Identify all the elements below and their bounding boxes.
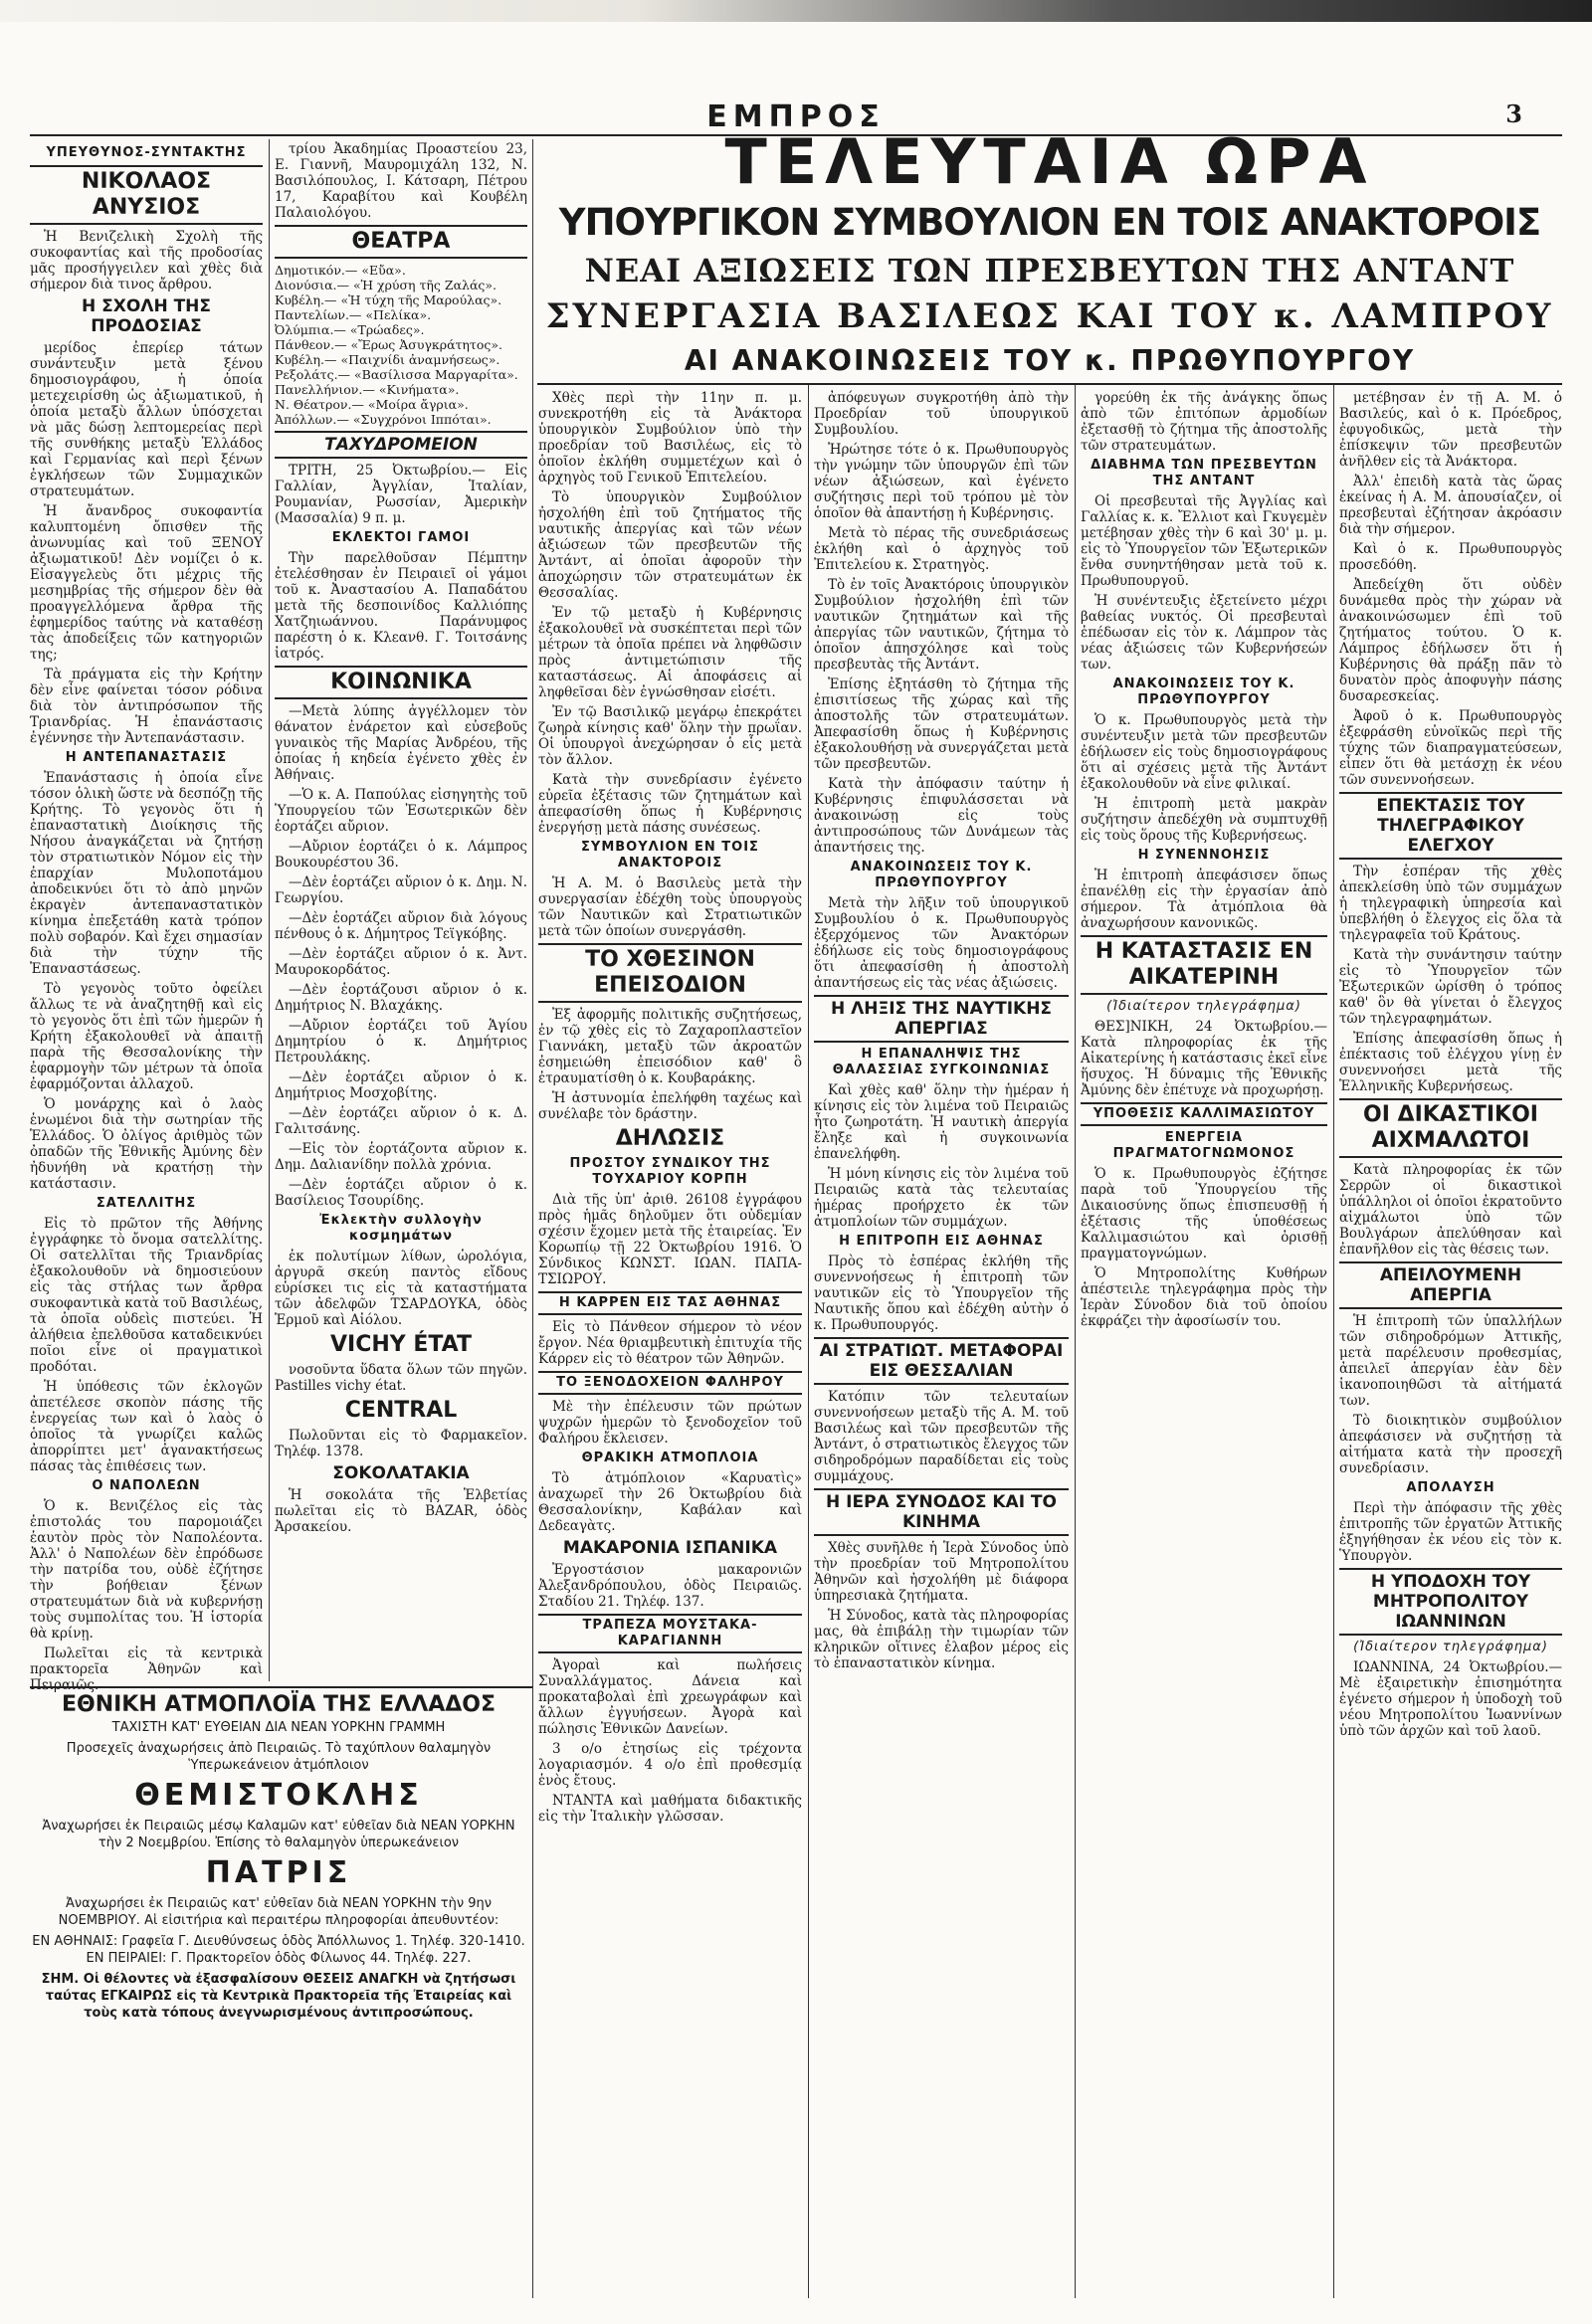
- subheading: ΠΡΟΣΤΟΥ ΣΥΝΔΙΚΟΥ ΤΗΣ ΤΟΥΧΑΡΙΟΥ ΚΟΡΠΗ: [569, 1156, 771, 1187]
- banner-line-5: ΑΙ ΑΝΑΚΟΙΝΩΣΕΙΣ ΤΟΥ κ. ΠΡΩΘΥΠΟΥΡΓΟΥ: [684, 344, 1416, 377]
- ad-heading-macaroni: ΜΑΚΑΡΟΝΙΑ ΙΣΠΑΝΙΚΑ: [562, 1538, 778, 1558]
- banner-line-1: ΤΕΛΕΥΤΑΙΑ ΩΡΑ: [724, 125, 1375, 198]
- list-item: Ἀπόλλων.— «Συγχρόνοι Ιππόται».: [275, 412, 492, 427]
- ad-heading-vichy: VICHY ÉTAT: [329, 1332, 472, 1357]
- subheading: Η ΑΝΤΕΠΑΝΑΣΤΑΣΙΣ: [65, 750, 228, 765]
- column-rule: [269, 139, 270, 1681]
- subheading: ΣΑΤΕΛΛΙΤΗΣ: [96, 1196, 197, 1211]
- headline-hotel: ΤΟ ΞΕΝΟΔΟΧΕΙΟΝ ΦΑΛΗΡΟΥ: [538, 1371, 802, 1395]
- article-paragraph: Καὶ χθὲς καθ' ὅλην τὴν ἡμέραν ἡ κίνησις εἰς τὸν λιμένα τοῦ Πειραιῶς ἦτο ζωηροτάτη. Ἡ ναυτικὴ ἀπεργία ἔληξε καὶ ἡ συγκοινωνία ἐπανελήφθη.: [814, 1082, 1069, 1162]
- article-paragraph: Τὴν ἑσπέραν τῆς χθὲς ἀπεκλείσθη ὑπὸ τῶν συμμάχων ἡ τηλεγραφικὴ ὑπηρεσία καὶ ὑπεβλήθη ὁ ἔλεγχος εἰς ὅλα τὰ τηλεγραφεῖα τοῦ Κράτους.: [1339, 864, 1562, 943]
- column-rule: [1333, 383, 1334, 2298]
- list-item: —Δὲν ἑορτάζει αὔριον ὁ κ. Δ. Γαλιτσάνης.: [275, 1105, 527, 1137]
- article-paragraph: Ἡ ἀστυνομία ἐπελήφθη ταχέως καὶ συνέλαβε τὸν δράστην.: [538, 1090, 802, 1122]
- article-paragraph: Πωλεῖται εἰς τὰ κεντρικὰ πρακτορεῖα Ἀθηνῶν καὶ Πειραιῶς.: [30, 1646, 263, 1693]
- article-paragraph: μετέβησαν ἐν τῇ Α. Μ. ὁ Βασιλεύς, καὶ ὁ κ. Πρόεδρος, ἐφυγοδικῶς, μετὰ τὴν ἐπίσκεψιν τῶν πρεσβευτῶν ἀνῆλθεν εἰς τὰ Ἀνάκτορα.: [1339, 390, 1562, 470]
- article-paragraph: Ἡ ὑπόθεσις τῶν ἐκλογῶν ἀπετέλεσε σκοπὸν πάσης τῆς ἐνεργείας των καὶ ὁ λαὸς ὁ ὁποῖος τὰ γνωρίζει καλῶς ἀπορρίπτει μετ' ἀγανακτήσεως πάσας τὰς ἐπιθέσεις των.: [30, 1379, 263, 1474]
- column-5: [1081, 390, 1327, 2295]
- article-paragraph: Ἐπανάστασις ἡ ὁποία εἶνε τόσον ὁλικὴ ὥστε νὰ δεσπόζῃ τῆς Κρήτης. Τὸ γεγονὸς ὅτι ἡ ἐπαναστατικὴ Διοίκησις τῆς Νήσου ἀναγκάζεται νὰ ζητήσῃ τὸν στρατιωτικὸν Νόμον εἰς τὴν ἐπαρχίαν Μυλοποτάμου ἀποδεικνύει ὅτι τὸ ἀπὸ μηνῶν ἐκραγὲν ἀντεπαναστατικὸν κίνημα ἐπεξετάθη κατὰ τρόπον πολὺ σοβαρόν. Καὶ ἔχει σημασίαν διὰ τὴν τύχην τῆς Ἐπαναστάσεως.: [30, 770, 263, 977]
- article-paragraph: Τὰ πράγματα εἰς τὴν Κρήτην δὲν εἶνε φαίνεται τόσον ρόδινα διὰ τὸν ἀντιπρόσωπον τῆς Τριανδρίας. Ἡ ἐπανάστασις ἐγέννησε τὴν Ἀντεπανάστασιν.: [30, 667, 263, 746]
- article-paragraph: Ὁ Μητροπολίτης Κυθήρων ἀπέστειλε τηλεγράφημα πρὸς τὴν Ἱερὰν Σύνοδον διὰ τοῦ ὁποίου ἐκφράζει τὴν ἀφοσίωσίν του.: [1081, 1265, 1327, 1329]
- article-paragraph: Καὶ ὁ κ. Πρωθυπουργὸς προσεδόθη.: [1339, 541, 1562, 573]
- article-paragraph: Τὸ ἀτμόπλοιον «Καρυατὶς» ἀναχωρεῖ τὴν 26 Ὀκτωβρίου διὰ Θεσσαλονίκην, Καβάλαν καὶ Δεδεαγὰτς.: [538, 1470, 802, 1534]
- list-item: —Δὲν ἑορτάζει αὔριον ὁ κ. Δημήτριος Μοσχοβίτης.: [275, 1069, 527, 1101]
- article-paragraph: Ἡ Σύνοδος, κατὰ τὰς πληροφορίας μας, θὰ ἐπιβάλῃ τὴν τιμωρίαν τῶν κληρικῶν οἵτινες ἐλαβον μέρος εἰς τὸ ἐπαναστατικὸν κίνημα.: [814, 1608, 1069, 1671]
- ad-heading-central: CENTRAL: [344, 1398, 458, 1423]
- headline-incident: ΤΟ ΧΘΕΣΙΝΟΝ ΕΠΕΙΣΟΔΙΟΝ: [538, 943, 802, 1003]
- subheading: ΔΙΑΒΗΜΑ ΤΩΝ ΠΡΕΣΒΕΥΤΩΝ ΤΗΣ ΑΝΤΑΝΤ: [1091, 458, 1317, 488]
- column-rule: [532, 139, 533, 2298]
- list-item: Δημοτικόν.— «Εὔα».: [275, 263, 406, 278]
- subheading: Η ΣΥΝΕΝΝΟΗΣΙΣ: [1137, 848, 1271, 863]
- ad-text: Ἀναχωρήσει ἐκ Πειραιῶς μέσῳ Καλαμῶν κατ' εὐθεῖαν διὰ ΝΕΑΝ ΥΟΡΚΗΝ τὴν 2 Νοεμβρίου. Ἐπίσης τὸ θαλαμηγὸν ὑπερωκεάνειον: [42, 1819, 515, 1850]
- ad-text: Ἡ σοκολάτα τῆς Ἑλβετίας πωλεῖται εἰς τὸ BAZAR, ὁδὸς Ἀρσακείου.: [275, 1487, 527, 1535]
- subheading: ΣΥΜΒΟΥΛΙΟΝ ΕΝ ΤΟΙΣ ΑΝΑΚΤΟΡΟΙΣ: [581, 840, 759, 871]
- list-item: Κυβέλη.— «Παιχνίδι ἀναμνήσεως».: [275, 352, 500, 367]
- article-paragraph: Διὰ τῆς ὑπ' ἀριθ. 26108 ἐγγράφου πρὸς ἡμᾶς δηλοῦμεν ὅτι οὐδεμίαν σχέσιν ἔχομεν μετὰ τῆς ἐταιρείας. Ἐν Κορωπίῳ τῇ 22 Ὀκτωβρίου 1916. Ὁ Σύνδικος ΚΩΝΣΤ. ΙΩΑΝ. ΠΑΠΑ-ΤΣΙΩΡΟΥ.: [538, 1192, 802, 1287]
- article-paragraph: Εἰς τὸ Πάνθεον σήμερον τὸ νέον ἔργον. Νέα θριαμβευτικὴ ἐπιτυχία τῆς Κάρρεν εἰς τὸ θέατρον τῶν Ἀθηνῶν.: [538, 1319, 802, 1367]
- subheading: ΑΠΟΛΑΥΣΗ: [1406, 1480, 1495, 1495]
- editor-label: ΥΠΕΥΘΥΝΟΣ-ΣΥΝΤΑΚΤΗΣ: [46, 145, 247, 160]
- list-item: —Δὲν ἑορτάζει αὔριον ὁ κ. Ἀντ. Μαυροκορδάτος.: [275, 946, 527, 978]
- section-heading-weddings: ΕΚΛΕΚΤΟΙ ΓΑΜΟΙ: [331, 530, 471, 545]
- subheading: Ο ΝΑΠΟΛΕΩΝ: [92, 1478, 201, 1493]
- article-paragraph: Ἐπίσης ἐξητάσθη τὸ ζήτημα τῆς ἐπισιτίσεως τῆς χώρας καὶ τῆς ἀποστολῆς τῶν στρατευμάτων. Ἀπεφασίσθη ὅπως ἡ Κυβέρνησις ἐξακολουθήσῃ νὰ συνεργάζεται μετὰ τῶν πρεσβευτῶν.: [814, 677, 1069, 772]
- banner-line-2: ΥΠΟΥΡΓΙΚΟΝ ΣΥΜΒΟΥΛΙΟΝ ΕΝ ΤΟΙΣ ΑΝΑΚΤΟΡΟΙΣ: [558, 201, 1541, 244]
- article-paragraph: Οἱ πρεσβευταὶ τῆς Ἀγγλίας καὶ Γαλλίας κ. κ. Ἔλλιοτ καὶ Γκυγεμὲν μετέβησαν χθὲς τὴν 6 καὶ 30' μ. μ. εἰς τὸ Ὑπουργεῖον τῶν Ἐξωτερικῶν ἔνθα συνηντήθησαν μετὰ τοῦ κ. Πρωθυπουργοῦ.: [1081, 493, 1327, 589]
- ad-text: ἐκ πολυτίμων λίθων, ὡρολόγια, ἀργυρᾶ σκεύη παντὸς εἴδους εὑρίσκει τις εἰς τὰ καταστήματα τῶν ἀδελφῶν ΤΣΑΡΔΟΥΚΑ, ὁδὸς Ἑρμοῦ καὶ Αἰόλου.: [275, 1249, 527, 1328]
- headline-holy-synod: Η ΙΕΡΑ ΣΥΝΟΔΟΣ ΚΑΙ ΤΟ ΚΙΝΗΜΑ: [814, 1488, 1069, 1536]
- ad-text: νοσοῦντα ὕδατα ὅλων τῶν πηγῶν. Pastilles vichy état.: [275, 1362, 527, 1394]
- ad-text: 3 ο/ο ἐτησίως εἰς τρέχοντα λογαριασμόν. 4 ο/ο ἐπὶ προθεσμίᾳ ἑνὸς ἔτους.: [538, 1741, 802, 1789]
- list-item: —Ὁ κ. Α. Παπούλας εἰσηγητὴς τοῦ Ὑπουργείου τῶν Ἐσωτερικῶν δὲν ἑορτάζει αὔριον.: [275, 787, 527, 835]
- column-rule: [808, 383, 809, 2298]
- list-item: —Δὲν ἑορτάζουσι αὔριον ὁ κ. Δημήτριος Ν. Βλαχάκης.: [275, 982, 527, 1014]
- list-item: —Δὲν ἑορτάζει αὔριον ὁ κ. Δημ. Ν. Γεωργίου.: [275, 874, 527, 906]
- article-paragraph: Ἡ μόνη κίνησις εἰς τὸν λιμένα τοῦ Πειραιῶς κατὰ τὰς τελευταίας ἡμέρας προήρχετο ἐκ τῶν ἀτμοπλοίων τῶν συμμάχων.: [814, 1166, 1069, 1230]
- headline-karren: Η ΚΑΡΡΕΝ ΕΙΣ ΤΑΣ ΑΘΗΝΑΣ: [538, 1291, 802, 1315]
- list-item: —Αὔριον ἑορτάζει ὁ κ. Λάμπρος Βουκουρέστου 36.: [275, 839, 527, 871]
- theatre-list: [275, 263, 527, 427]
- ad-rule: [30, 1686, 532, 1688]
- article-paragraph: Ὁ κ. Πρωθυπουργὸς μετὰ τὴν συνέντευξιν μετὰ τῶν πρεσβευτῶν ἐδήλωσεν εἰς τοὺς δημοσιογράφους ὅτι αἱ σχέσεις μετὰ τῆς Ἀντάντ ἐξακολουθοῦν νὰ εἶνε φιλικαί.: [1081, 712, 1327, 792]
- column-3: [538, 390, 802, 2295]
- article-paragraph: Ἡ ἐπιτροπὴ ἀπεφάσισεν ὅπως ἐπανέλθῃ εἰς τὴν ἐργασίαν ἀπὸ σήμερον. Τὰ ἀτμόπλοια θὰ ἀναχωρήσουν κανονικῶς.: [1081, 868, 1327, 931]
- ad-heading-chocolates: ΣΟΚΟΛΑΤΑΚΙΑ: [332, 1463, 470, 1483]
- ad-text: Ἀγοραὶ καὶ πωλήσεις Συναλλάγματος. Δάνεια καὶ προκαταβολαὶ ἐπὶ χρεωγράφων καὶ ἄλλων ἐγγυήσεων. Ἀγορὰ καὶ πώλησις Ἐθνικῶν Δανείων.: [538, 1657, 802, 1737]
- article-paragraph: Μὲ τὴν ἐπέλευσιν τῶν πρώτων ψυχρῶν ἡμερῶν τὸ ξενοδοχεῖον τοῦ Φαλήρου ἔκλεισεν.: [538, 1399, 802, 1447]
- article-paragraph: Ἐν τῷ Βασιλικῷ μεγάρῳ ἐπεκράτει ζωηρὰ κίνησις καθ' ὅλην τὴν πρωΐαν. Οἱ ὑπουργοὶ ἀνεχώρησαν ὁ εἷς μετὰ τὸν ἄλλον.: [538, 704, 802, 768]
- subheading: ΑΝΑΚΟΙΝΩΣΕΙΣ ΤΟΥ Κ. ΠΡΩΘΥΠΟΥΡΓΟΥ: [850, 860, 1033, 890]
- ad-heading: Ἐκλεκτὴν συλλογὴν κοσμημάτων: [319, 1213, 483, 1244]
- article-paragraph: Ἐν τῷ μεταξὺ ἡ Κυβέρνησις ἐξακολουθεῖ νὰ συσκέπτεται περὶ τῶν μέτρων τὰ ὁποῖα πρέπει νὰ ληφθῶσιν πρὸς ἀντιμετώπισιν τῆς καταστάσεως. Αἱ ἀποφάσεις αἱ ληφθεῖσαι δὲν ἐγνώσθησαν εἰσέτι.: [538, 605, 802, 700]
- ad-heading-bank: ΤΡΑΠΕΖΑ ΜΟΥΣΤΑΚΑ-ΚΑΡΑΓΙΑΝΝΗ: [538, 1614, 802, 1653]
- headline-military-transports: ΑΙ ΣΤΡΑΤΙΩΤ. ΜΕΤΑΦΟΡΑΙ ΕΙΣ ΘΕΣΣΑΛΙΑΝ: [814, 1337, 1069, 1385]
- article-paragraph: Τὸ διοικητικὸν συμβούλιον ἀπεφάσισεν νὰ συζητήσῃ τὰ αἰτήματα κατὰ τὴν προσεχῆ συνεδρίασιν.: [1339, 1413, 1562, 1476]
- article-paragraph: ΘΕΣ]ΝΙΚΗ, 24 Ὀκτωβρίου.— Κατὰ πληροφορίας ἐκ τῆς Αἰκατερίνης ἡ κατάστασις ἐκεῖ εἶνε ἥσυχος. Ἡ δύναμις τῆς Ἐθνικῆς Ἀμύνης δὲν ἐπέτυχε νὰ προχωρήσῃ.: [1081, 1019, 1327, 1098]
- subheading: Η ΣΧΟΛΗ ΤΗΣ ΠΡΟΔΟΣΙΑΣ: [81, 296, 212, 336]
- headline-telegraph-control: ΕΠΕΚΤΑΣΙΣ ΤΟΥ ΤΗΛΕΓΡΑΦΙΚΟΥ ΕΛΕΓΧΟΥ: [1339, 792, 1562, 860]
- ad-text: Προσεχεῖς ἀναχωρήσεις ἀπὸ Πειραιῶς. Τὸ ταχύπλουν θαλαμηγὸν Ὑπερωκεάνειον ἀτμόπλοιον: [66, 1741, 492, 1773]
- section-heading-post: ΤΑΧΥΔΡΟΜΕΙΟΝ: [275, 431, 527, 459]
- section-heading-theatres: ΘΕΑΤΡΑ: [275, 225, 527, 259]
- column-4: [814, 390, 1069, 2295]
- subheading: (Ἰδιαίτερον τηλεγράφημα): [1106, 999, 1301, 1014]
- headline-naval-strike: Η ΛΗΞΙΣ ΤΗΣ ΝΑΥΤΙΚΗΣ ΑΠΕΡΓΙΑΣ: [814, 995, 1069, 1043]
- article-paragraph: ἀπόφευγων συγκροτήθη ἀπὸ τὴν Προεδρίαν τοῦ ὑπουργικοῦ Συμβουλίου.: [814, 390, 1069, 438]
- headline-kallimasiotis: ΥΠΟΘΕΣΙΣ ΚΑΛΛΙΜΑΣΙΩΤΟΥ: [1081, 1102, 1327, 1126]
- list-item: —Εἰς τὸν ἑορτάζοντα αὔριον κ. Δημ. Δαλιανίδην πολλὰ χρόνια.: [275, 1141, 527, 1173]
- article-paragraph: Ἐπίσης ἀπεφασίσθη ὅπως ἡ ἐπέκτασις τοῦ ἐλέγχου γίνῃ ἐν συνεννοήσει μετὰ τῆς Ἑλληνικῆς Κυβερνήσεως.: [1339, 1031, 1562, 1094]
- list-item: Ν. Θέατρον.— «Μοίρα ἄγρια».: [275, 397, 469, 412]
- ad-title: ΕΘΝΙΚΗ ΑΤΜΟΠΛΟΪΑ ΤΗΣ ΕΛΛΑΔΟΣ: [61, 1692, 497, 1717]
- headline-katerini: Η ΚΑΤΑΣΤΑΣΙΣ ΕΝ ΑΙΚΑΤΕΡΙΝΗ: [1081, 935, 1327, 995]
- article-paragraph: Ἀφοῦ ὁ κ. Πρωθυπουργὸς ἐξεφράσθη εὐνοϊκῶς περὶ τῆς τύχης τῶν διαπραγματεύσεων, εἶπεν ὅτι θὰ μετάσχῃ ἐκ νέου τῶν συνεννοήσεων.: [1339, 708, 1562, 788]
- list-item: Διονύσια.— «Ἡ χρύση τῆς Ζαλάς».: [275, 278, 498, 292]
- article-paragraph: Ὁ μονάρχης καὶ ὁ λαὸς ἑνωμένοι διὰ τὴν σωτηρίαν τῆς Ἑλλάδος. Ὁ ὀλίγος ἀριθμὸς τῶν ὀπαδῶν τῆς Ἐθνικῆς Ἀμύνης δὲν ἠδυνήθη νὰ κρατήσῃ τὴν κατάστασιν.: [30, 1096, 263, 1192]
- subheading: ΕΝΕΡΓΕΙΑ ΠΡΑΓΜΑΤΟΓΝΩΜΟΝΟΣ: [1112, 1130, 1295, 1161]
- article-paragraph: Τὸ γεγονὸς τοῦτο ὀφείλει ἄλλως τε νὰ ἀναζητηθῇ καὶ εἰς τὸ γεγονὸς ὅτι ἐπὶ τῶν ἡμερῶν ἡ Κρήτη ἐξακολουθεῖ νὰ ἀπαιτῇ παρὰ τῆς Θεσσαλονίκης τὴν ἐφαρμογὴν τῶν μέτρων τὰ ὁποῖα ἐφαρμόζονται ἀλλαχοῦ.: [30, 981, 263, 1092]
- article-paragraph: Κατόπιν τῶν τελευταίων συνεννοήσεων μεταξὺ τῆς Α. Μ. τοῦ Βασιλέως καὶ τῶν πρεσβευτῶν τῆς Ἀντάντ, ὁ στρατιωτικὸς ἔλεγχος τῶν σιδηροδρόμων παραδίδεται εἰς τοὺς συμμάχους.: [814, 1389, 1069, 1484]
- article-paragraph: Ὁ κ. Βενιζέλος εἰς τὰς ἐπιστολάς του παρομοιάζει ἑαυτὸν πρὸς τὸν Ναπολέοντα. Ἀλλ' ὁ Ναπολέων δὲν ἐπρόδωσε τὴν πατρίδα του, οὐδὲ ἐζήτησε τὴν βοήθειαν ξένων στρατευμάτων διὰ νὰ κυβερνήσῃ τοὺς συμπολίτας του. Ἡ ἱστορία θὰ κρίνῃ.: [30, 1498, 263, 1642]
- list-item: Πάνθεον.— «Ἔρως Ἀσυγκράτητος».: [275, 337, 502, 352]
- list-item: Ὀλύμπια.— «Τρώαδες».: [275, 322, 425, 337]
- article-paragraph: Εἰς τὸ πρῶτον τῆς Ἀθήνης ἐγγράφηκε τὸ ὄνομα σατελλίτης. Οἱ σατελλῖται τῆς Τριανδρίας ἐξακολουθοῦν νὰ δημοσιεύουν εἰς τὰς στήλας των ἄρθρα συκοφαντικὰ κατὰ τοῦ Βασιλέως, τὰ ὁποῖα οὐδεὶς πιστεύει. Ἡ ἀλήθεια ἐπελθοῦσα καταδεικνύει ποῖοι εἶνε οἱ πραγματικοὶ προδόται.: [30, 1216, 263, 1375]
- banner-line-4: ΣΥΝΕΡΓΑΣΙΑ ΒΑΣΙΛΕΩΣ ΚΑΙ ΤΟΥ κ. ΛΑΜΠΡΟΥ: [545, 296, 1554, 336]
- section-heading-social: ΚΟΙΝΩΝΙΚΑ: [275, 666, 527, 699]
- list-item: Παντελίων.— «Πελίκα».: [275, 307, 432, 322]
- article-paragraph: Μετὰ τὴν λῆξιν τοῦ ὑπουργικοῦ Συμβουλίου ὁ κ. Πρωθυπουργὸς ἐξερχόμενος τῶν Ἀνακτόρων ἐδήλωσε εἰς τοὺς δημοσιογράφους ὅτι ἀπεφασίσθη ἡ ἀποστολὴ ἀπαντήσεως εἰς τὰς νέας ἀξιώσεις.: [814, 895, 1069, 991]
- article-paragraph: γορεύθη ἐκ τῆς ἀνάγκης ὅπως ἀπὸ τῶν ἐπιτόπων ἀρμοδίων ἐξετασθῇ τὸ ζήτημα τῆς ἀποστολῆς τῶν στρατευμάτων.: [1081, 390, 1327, 454]
- headline-thracian-shipping: ΘΡΑΚΙΚΗ ΑΤΜΟΠΛΟΙΑ: [581, 1451, 759, 1465]
- headline-metropolitan-reception: Η ΥΠΟΔΟΧΗ ΤΟΥ ΜΗΤΡΟΠΟΛΙΤΟΥ ΙΩΑΝΝΙΝΩΝ: [1339, 1568, 1562, 1636]
- article-paragraph: ΤΡΙΤΗ, 25 Ὀκτωβρίου.— Εἰς Γαλλίαν, Ἀγγλίαν, Ἰταλίαν, Ρουμανίαν, Ρωσσίαν, Ἀμερικὴν (Μασσαλία) 9 π. μ.: [275, 463, 527, 526]
- article-paragraph: Ἡ ἐπιτροπὴ μετὰ μακρὰν συζήτησιν ἀπεδέχθη νὰ συμπτυχθῇ εἰς τοὺς ὅρους τῆς Κυβερνήσεως.: [1081, 796, 1327, 844]
- ship-name-1: ΘΕΜΙΣΤΟΚΛΗΣ: [134, 1778, 423, 1813]
- subheading: ΑΝΑΚΟΙΝΩΣΕΙΣ ΤΟΥ Κ. ΠΡΩΘΥΠΟΥΡΓΟΥ: [1112, 677, 1295, 707]
- article-paragraph: Ἐξ ἀφορμῆς πολιτικῆς συζητήσεως, ἐν τῷ χθὲς εἰς τὸ Ζαχαροπλαστεῖον Γιαννάκη, μεταξὺ τῶν ἀκροατῶν ἐσημειώθη ἐπεισόδιον καθ' ὃ ἐτραυματίσθη ὁ κ. Κουβαράκης.: [538, 1007, 802, 1086]
- masthead-title: ΕΜΠΡΟΣ: [706, 99, 886, 134]
- article-paragraph: Ἡ συνέντευξις ἐξετείνετο μέχρι βαθείας νυκτός. Οἱ πρεσβευταὶ ἐπέδωσαν εἰς τὸν κ. Λάμπρον τὰς νέας ἀξιώσεις τῶν Κυβερνήσεών των.: [1081, 593, 1327, 673]
- ad-text: Πωλοῦνται εἰς τὸ Φαρμακεῖον. Τηλέφ. 1378.: [275, 1428, 527, 1459]
- article-paragraph: Ἠρώτησε τότε ὁ κ. Πρωθυπουργὸς τὴν γνώμην τῶν ὑπουργῶν ἐπὶ τῶν νέων ἀξιώσεων, καὶ ἐγένετο συζήτησις περὶ τοῦ τρόπου μὲ τὸν ὁποῖον θὰ ἀπαντήσῃ ἡ Κυβέρνησις.: [814, 442, 1069, 521]
- article-paragraph: Ὁ κ. Πρωθυπουργὸς ἐζήτησε παρὰ τοῦ Ὑπουργείου τῆς Δικαιοσύνης ὅπως ἐπισπευσθῇ ἡ ἐξέτασις τῆς ὑποθέσεως Καλλιμασιώτου καὶ ὁρισθῇ πραγματογνώμων.: [1081, 1166, 1327, 1261]
- list-item: —Δὲν ἑορτάζει αὔριον ὁ κ. Βασίλειος Τσουρίδης.: [275, 1177, 527, 1209]
- article-paragraph: Χθὲς περὶ τὴν 11ην π. μ. συνεκροτήθη εἰς τὰ Ἀνάκτορα ὑπουργικὸν Συμβούλιον ὑπὸ τὴν προεδρίαν τοῦ Βασιλέως, εἰς τὸ ὁποῖον ἐκλήθη συμμετέχων καὶ ὁ ἀρχηγὸς τοῦ Γενικοῦ Ἐπιτελείου.: [538, 390, 802, 485]
- shipping-advertisement: [30, 1691, 527, 2026]
- article-paragraph: ΙΩΑΝΝΙΝΑ, 24 Ὀκτωβρίου.— Μὲ ἐξαιρετικὴν ἐπισημότητα ἐγένετο σήμερον ἡ ὑποδοχὴ τοῦ νέου Μητροπολίτου Ἰωαννίνων ὑπὸ τῶν ἀρχῶν καὶ τοῦ λαοῦ.: [1339, 1659, 1562, 1739]
- scan-top-band: [0, 0, 1592, 22]
- article-paragraph: Χθὲς συνῆλθε ἡ Ἱερὰ Σύνοδος ὑπὸ τὴν προεδρίαν τοῦ Μητροπολίτου Ἀθηνῶν καὶ ἠσχολήθη μὲ διάφορα ὑπηρεσιακὰ ζητήματα.: [814, 1540, 1069, 1604]
- article-paragraph: Κατὰ τὴν ἀπόφασιν ταύτην ἡ Κυβέρνησις ἐπιφυλάσσεται νὰ ἀνακοινώσῃ εἰς τοὺς ἀντιπροσώπους τῶν Δυνάμεων τὰς ἀπαντήσεις της.: [814, 776, 1069, 856]
- article-paragraph: Ἀλλ' ἐπειδὴ κατὰ τὰς ὥρας ἐκείνας ἡ Α. Μ. ἀπουσίαζεν, οἱ πρεσβευταὶ ἐζήτησαν ἀκρόασιν διὰ τὴν σήμερον.: [1339, 474, 1562, 537]
- article-paragraph: Κατὰ πληροφορίας ἐκ τῶν Σερρῶν οἱ δικαστικοὶ ὑπάλληλοι οἱ ὁποῖοι ἐκρατοῦντο αἰχμάλωτοι ὑπὸ τῶν Βουλγάρων ἀπελύθησαν καὶ ἐπανῆλθον εἰς τὰς θέσεις των.: [1339, 1162, 1562, 1258]
- ad-note: ΣΗΜ. Οἱ θέλοντες νὰ ἐξασφαλίσουν ΘΕΣΕΙΣ ΑΝΑΓΚΗ νὰ ζητήσωσι ταύτας ΕΓΚΑΙΡΩΣ εἰς τὰ Κεντρικὰ Πρακτορεῖα τῆς Ἐταιρείας καὶ τοὺς κατὰ τόπους ἀνεγνωρισμένους ἀντιπροσώπους.: [41, 1972, 516, 2021]
- editor-name: ΝΙΚΟΛΑΟΣ ΑΝΥΣΙΟΣ: [30, 165, 263, 225]
- article-paragraph: Περὶ τὴν ἀπόφασιν τῆς χθὲς ἐπιτροπῆς τῶν ἐργατῶν Ἀττικῆς ἐξηγήθησαν ἐκ νέου εἰς τὸν κ. Ὑπουργὸν.: [1339, 1500, 1562, 1564]
- column-rule: [1075, 383, 1076, 2298]
- article-paragraph: Ἡ Α. Μ. ὁ Βασιλεὺς μετὰ τὴν συνεργασίαν ἐδέχθη τοὺς ὑπουργοὺς τῶν Ναυτικῶν καὶ Στρατιωτικῶν μετὰ τῶν ὁποίων συνεργάσθη.: [538, 875, 802, 939]
- list-item: Πανελλήνιον.— «Κινήματα».: [275, 382, 460, 397]
- article-paragraph: τρίου Ἀκαδημίας Προαστείου 23, Ε. Γιαννῆ, Μαυρομιχάλη 132, Ν. Βασιλόπουλος, Ι. Κάτσαρη, Πέτρου 17, Καραβίτου καὶ Κουβέλη Παλαιολόγου.: [275, 141, 527, 221]
- article-paragraph: Τὸ ἐν τοῖς Ἀνακτόροις ὑπουργικὸν Συμβούλιον ἠσχολήθη ἐπὶ τῶν ναυτικῶν ζητημάτων καὶ τῆς ἀπεργίας τῶν ναυτικῶν, ζήτημα τὸ ὁποῖον ἀπησχόλησε καὶ τοὺς πρεσβευτὰς τῆς Ἀντάντ.: [814, 577, 1069, 673]
- column-1: [30, 141, 263, 1693]
- banner-rule: [537, 383, 1562, 385]
- page-number: 3: [1505, 99, 1522, 128]
- article-paragraph: Πρὸς τὸ ἑσπέρας ἐκλήθη τῆς συνεννοήσεως ἡ ἐπιτροπὴ τῶν ναυτικῶν εἰς τὸ Ὑπουργεῖον τῆς Ναυτικῆς ὅπου καὶ ἐδέχθη αὐτὴν ὁ κ. Πρωθυπουργός.: [814, 1254, 1069, 1333]
- headline-naval-strike-sub: Η ΕΠΑΝΑΛΗΨΙΣ ΤΗΣ ΘΑΛΑΣΣΙΑΣ ΣΥΓΚΟΙΝΩΝΙΑΣ: [832, 1047, 1051, 1077]
- list-item: —Αὔριον ἑορτάζει τοῦ Ἁγίου Δημητρίου ὁ κ. Δημήτριος Πετρουλάκης.: [275, 1018, 527, 1065]
- headline-judicial-captives: ΟΙ ΔΙΚΑΣΤΙΚΟΙ ΑΙΧΜΑΛΩΤΟΙ: [1339, 1098, 1562, 1158]
- list-item: Ρεξολάτς.— «Βασίλισσα Μαργαρίτα».: [275, 367, 518, 382]
- ad-text: Ἐργοστάσιον μακαρονιῶν Ἀλεξανδρόπουλου, ὁδὸς Πειραιῶς. Σταδίου 21. Τηλέφ. 137.: [538, 1562, 802, 1610]
- article-paragraph: Ἡ ἄνανδρος συκοφαντία καλυπτομένη ὄπισθεν τῆς ἀνωνυμίας καὶ τοῦ ΞΕΝΟΥ ἀξιωματικοῦ! Δὲν νομίζει ὁ κ. Εἰσαγγελεὺς ὅτι μέχρις τῆς μεσημβρίας τῆς σήμερον δὲν θὰ προαγγελλόμενα ἄρθρα τῆς ἐφημερίδος ταύτης νὰ καταθέσῃ τὰς ἀποδείξεις τῶν κατηγοριῶν της;: [30, 503, 263, 663]
- article-paragraph: Κατὰ τὴν συνεδρίασιν ἐγένετο εὐρεῖα ἐξέτασις τῶν ζητημάτων καὶ ἀπεφασίσθη ὅπως ἡ Κυβέρνησις ἐνεργήσῃ μετὰ πάσης συνέσεως.: [538, 772, 802, 836]
- article-paragraph: μερίδος ἐπερίερ τάτων συνάντευξιν μετὰ ξένου δημοσιογράφου, ἡ ὁποία μετεχειρίσθη ὡς ἀξιωματικοῦ, ἡ ὁποία μεταξὺ ἄλλων ὑπόσχεται νὰ μᾶς δώσῃ λεπτομερείας περὶ τῆς συνθήκης μεταξὺ Ἑλλάδος καὶ Γερμανίας καὶ περὶ ξένων ἐγκλήσεων τῶν Συμμαχικῶν στρατευμάτων.: [30, 340, 263, 499]
- ad-text: Ἀναχωρήσει ἐκ Πειραιῶς κατ' εὐθεῖαν διὰ ΝΕΑΝ ΥΟΡΚΗΝ τὴν 9ην ΝΟΕΜΒΡΙΟΥ. Αἱ εἰσιτήρια καὶ περαιτέρω πληροφορίαι ἀπευθυντέον:: [58, 1896, 499, 1928]
- article-paragraph: Ἡ ἐπιτροπὴ τῶν ὑπαλλήλων τῶν σιδηροδρόμων Ἀττικῆς, μετὰ παρέλευσιν προθεσμίας, ἀπειλεῖ ἀπεργίαν ἐὰν δὲν ἱκανοποιηθῶσι τὰ αἰτήματά των.: [1339, 1313, 1562, 1409]
- article-paragraph: Ἡ Βενιζελικὴ Σχολὴ τῆς συκοφαντίας καὶ τῆς προδοσίας μᾶς προσήγγειλεν καὶ χθὲς διὰ σήμερον διὰ τινος ἄρθρου.: [30, 229, 263, 292]
- banner-line-3: ΝΕΑΙ ΑΞΙΩΣΕΙΣ ΤΩΝ ΠΡΕΣΒΕΥΤΩΝ ΤΗΣ ΑΝΤΑΝΤ: [584, 252, 1515, 290]
- ship-name-2: ΠΑΤΡΙΣ: [205, 1855, 352, 1890]
- list-item: Κυβέλη.— «Ἡ τύχη τῆς Μαρούλας».: [275, 292, 502, 307]
- ad-offices: ΕΝ ΑΘΗΝΑΙΣ: Γραφεῖα Γ. Διευθύνσεως ὁδὸς Ἀπόλλωνος 1. Τηλέφ. 320-1410. ΕΝ ΠΕΙΡΑΙΕΙ: Γ. Πρακτορεῖον ὁδὸς Φίλωνος 44. Τηλέφ. 227.: [32, 1934, 525, 1966]
- ad-text: ΝΤΑΝΤΑ καὶ μαθήματα διδακτικῆς εἰς τὴν Ἰταλικὴν γλῶσσαν.: [538, 1793, 802, 1825]
- article-paragraph: Τὸ ὑπουργικὸν Συμβούλιον ἠσχολήθη ἐπὶ τοῦ ζητήματος τῆς ναυτικῆς ἀπεργίας καὶ τῶν νέων ἀξιώσεων τῶν πρεσβευτῶν τῆς Ἀντάντ, αἱ ὁποῖαι ἀφοροῦν τὴν ἀποχώρησιν τῶν στρατευμάτων ἐκ Θεσσαλίας.: [538, 489, 802, 601]
- article-paragraph: Ἀπεδείχθη ὅτι οὐδὲν δυνάμεθα πρὸς τὴν χώραν νὰ ἀνακοινώσωμεν ἐπὶ τοῦ ζητήματος τούτου. Ὁ κ. Λάμπρος ἐδήλωσεν ὅτι ἡ Κυβέρνησις θὰ πράξῃ πᾶν τὸ δυνατὸν πρὸς ἀποφυγὴν πάσης δυσαρεσκείας.: [1339, 577, 1562, 704]
- article-paragraph: Κατὰ τὴν συνάντησιν ταύτην εἰς τὸ Ὑπουργεῖον τῶν Ἐξωτερικῶν ὡρίσθη ὁ τρόπος καθ' ὃν θὰ γίνεται ὁ ἔλεγχος τῶν τηλεγραφημάτων.: [1339, 947, 1562, 1027]
- column-2: [275, 141, 527, 1678]
- list-item: —Δὲν ἑορτάζει αὔριον διὰ λόγους πένθους ὁ κ. Δήμητρος Τεϊγκόβης.: [275, 910, 527, 942]
- headline-declaration: ΔΗΛΩΣΙΣ: [615, 1126, 725, 1151]
- article-paragraph: Μετὰ τὸ πέρας τῆς συνεδριάσεως ἐκλήθη καὶ ὁ ἀρχηγὸς τοῦ Ἐπιτελείου κ. Στρατηγὸς.: [814, 525, 1069, 573]
- list-item: —Μετὰ λύπης ἀγγέλλομεν τὸν θάνατον ἐνάρετον καὶ εὐσεβοῦς γυναικὸς τῆς Μαρίας Ἀνδρέου, τῆς ὁποίας ἡ κηδεία ἐγένετο χθὲς ἐν Ἀθήναις.: [275, 703, 527, 783]
- ad-subtitle: ΤΑΧΙΣΤΗ ΚΑΤ' ΕΥΘΕΙΑΝ ΔΙΑ ΝΕΑΝ ΥΟΡΚΗΝ ΓΡΑΜΜΗ: [111, 1720, 446, 1735]
- subheading: (Ἰδιαίτερον τηλεγράφημα): [1353, 1640, 1548, 1654]
- subheading: Η ΕΠΙΤΡΟΠΗ ΕΙΣ ΑΘΗΝΑΣ: [839, 1234, 1044, 1249]
- column-6: [1339, 390, 1562, 2295]
- article-paragraph: Τὴν παρελθοῦσαν Πέμπτην ἐτελέσθησαν ἐν Πειραιεῖ οἱ γάμοι τοῦ κ. Ἀναστασίου Α. Παπαδάτου μετὰ τῆς δεσποινίδος Καλλιόπης Χατζηιωάννου. Παράνυμφος παρέστη ὁ κ. Κλεανθ. Γ. Τοιτσάνης ἰατρός.: [275, 550, 527, 662]
- headline-threatened-strike: ΑΠΕΙΛΟΥΜΕΝΗ ΑΠΕΡΓΙΑ: [1339, 1261, 1562, 1309]
